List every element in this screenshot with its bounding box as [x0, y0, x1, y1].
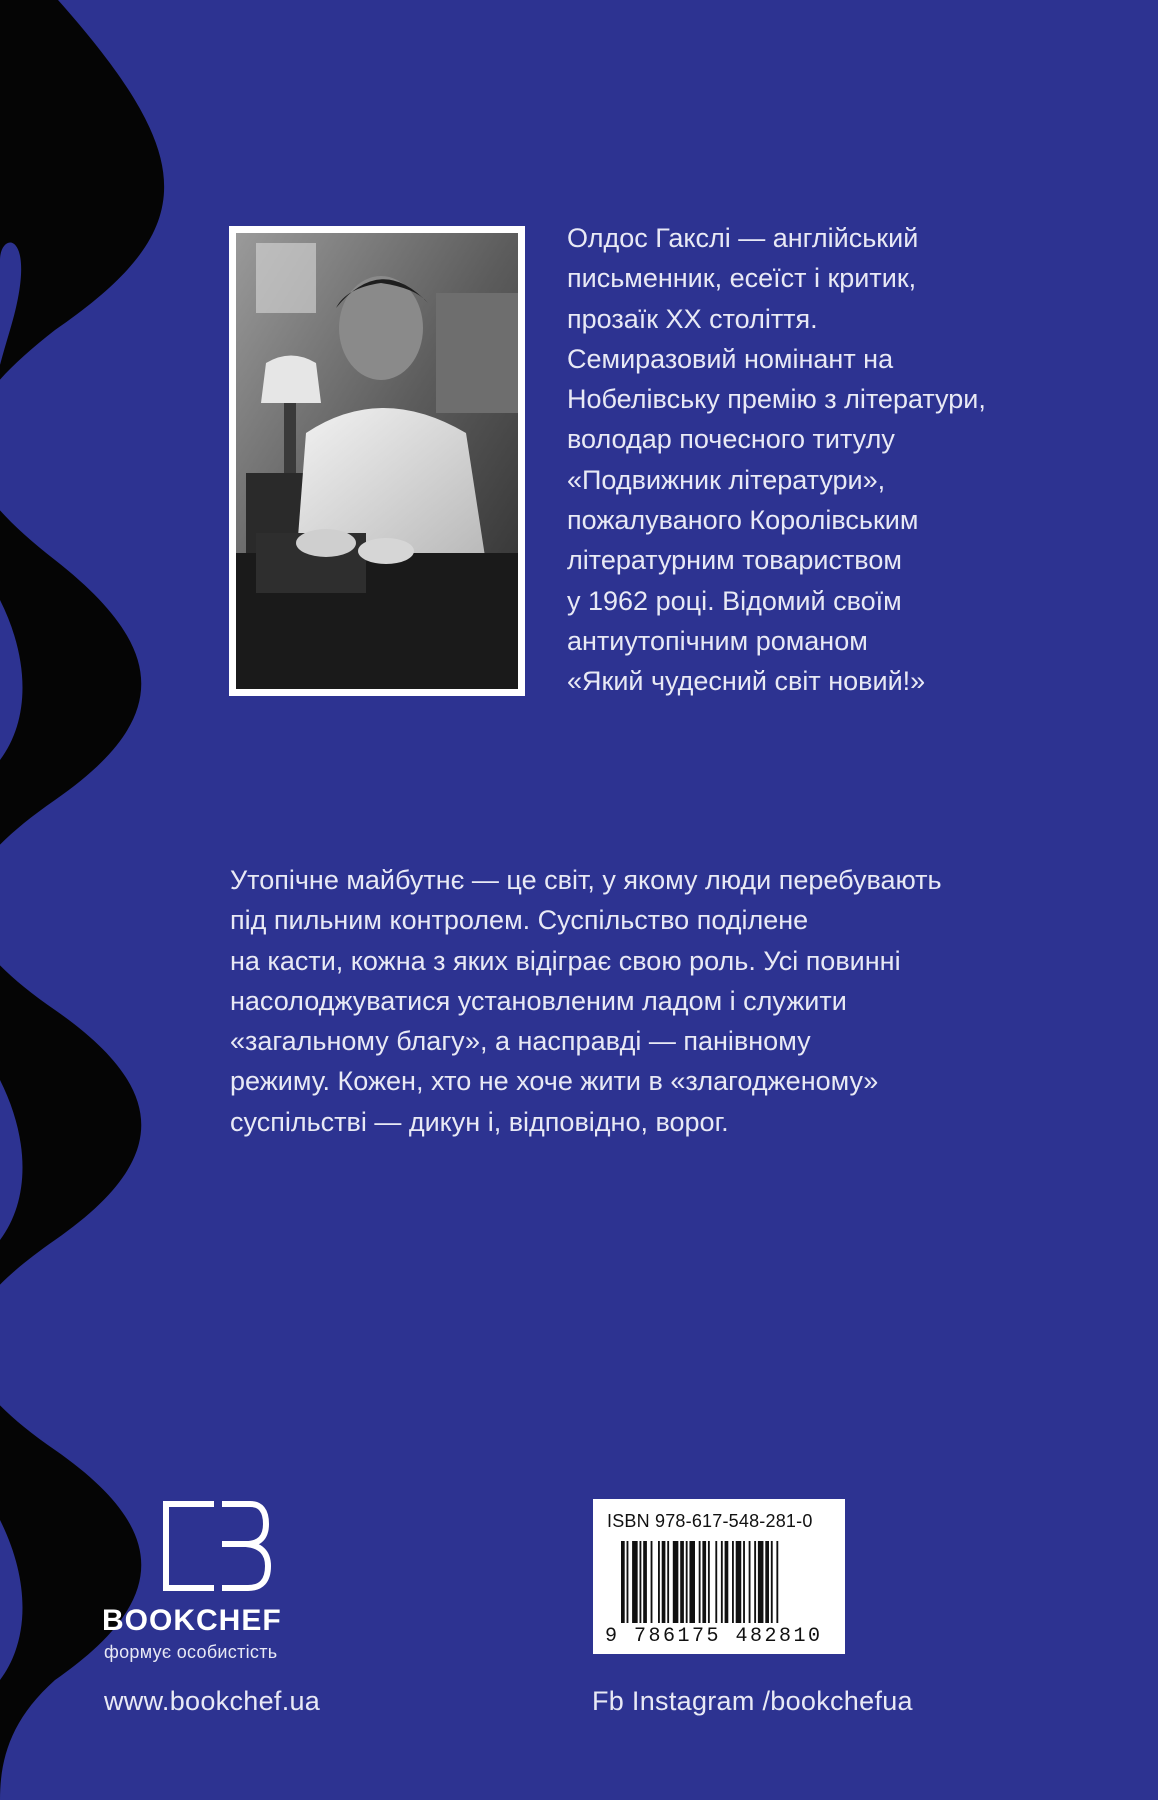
bio-line: прозаїк XX століття. [567, 303, 818, 334]
author-bio [567, 218, 1087, 702]
blurb-line: під пильним контролем. Суспільство поділене [230, 905, 809, 936]
barcode-bars [621, 1541, 829, 1623]
bookchef-logo-icon [162, 1500, 272, 1592]
isbn-number: ISBN 978-617-548-281-0 [607, 1511, 813, 1531]
bio-line: пожалуваного Королівським [567, 505, 919, 536]
bio-line: володар почесного титулу [567, 424, 895, 455]
blurb-line: на касти, кожна з яких відіграє свою роль. Усі повинні [230, 945, 901, 976]
blurb-line: насолоджуватися установленим ладом і служити [230, 985, 847, 1016]
barcode-bar [743, 1541, 745, 1623]
blurb-line: суспільстві — дикун і, відповідно, ворог. [230, 1106, 729, 1137]
bio-line: у 1962 році. Відомий своїм [567, 585, 902, 616]
barcode-bar [771, 1541, 773, 1623]
barcode-bar [754, 1541, 756, 1623]
author-photo-frame [229, 226, 525, 696]
bio-line: «Подвижник літератури», [567, 464, 886, 495]
barcode-bar [736, 1541, 742, 1623]
publisher-tagline: формує особистість [104, 1642, 278, 1662]
barcode-bar [673, 1541, 679, 1623]
barcode-bar [702, 1541, 706, 1623]
barcode-bar [651, 1541, 653, 1623]
bio-line: «Який чудесний світ новий!» [567, 666, 926, 697]
barcode-bar [686, 1541, 688, 1623]
barcode-bar [627, 1541, 629, 1623]
publisher-name: BOOKCHEF [102, 1604, 282, 1637]
barcode-bar [749, 1541, 751, 1623]
barcode-digits: 9 786175 482810 [605, 1625, 823, 1648]
bio-line: Олдос Гакслі — англійський [567, 223, 919, 253]
barcode-bar [680, 1541, 684, 1623]
bio-line: літературним товариством [567, 545, 902, 576]
blurb-line: «загальному благу», а насправді — панівному [230, 1026, 811, 1057]
barcode-bar [667, 1541, 669, 1623]
bio-line: Нобелівську премію з літератури, [567, 384, 986, 415]
barcode-bar [725, 1541, 729, 1623]
publisher-logo [100, 1500, 340, 1660]
bio-line: антиутопічним романом [567, 625, 868, 656]
book-blurb [230, 860, 1050, 1142]
publisher-social-links[interactable]: Fb Instagram /bookchefua [592, 1686, 913, 1716]
author-portrait-image [236, 233, 518, 689]
barcode-bar [643, 1541, 647, 1623]
barcode-bar [721, 1541, 723, 1623]
barcode-bar [776, 1541, 778, 1623]
barcode-bar [632, 1541, 638, 1623]
blurb-line: Утопічне майбутнє — це світ, у якому люди перебувають [230, 865, 942, 895]
barcode-bar [689, 1541, 695, 1623]
bio-line: письменник, есеїст і критик, [567, 263, 917, 294]
barcode-bar [732, 1541, 734, 1623]
isbn-barcode [593, 1499, 845, 1654]
barcode-bar [708, 1541, 710, 1623]
blurb-line: режиму. Кожен, хто не хоче жити в «злагодженому» [230, 1066, 879, 1097]
publisher-website-link[interactable]: www.bookchef.ua [104, 1686, 321, 1716]
barcode-bar [621, 1541, 625, 1623]
barcode-bar [715, 1541, 717, 1623]
barcode-bar [640, 1541, 642, 1623]
barcode-bar [765, 1541, 769, 1623]
bio-line: Семиразовий номінант на [567, 343, 894, 374]
barcode-bar [699, 1541, 701, 1623]
barcode-bar [662, 1541, 666, 1623]
barcode-bar [758, 1541, 764, 1623]
barcode-bar [658, 1541, 660, 1623]
